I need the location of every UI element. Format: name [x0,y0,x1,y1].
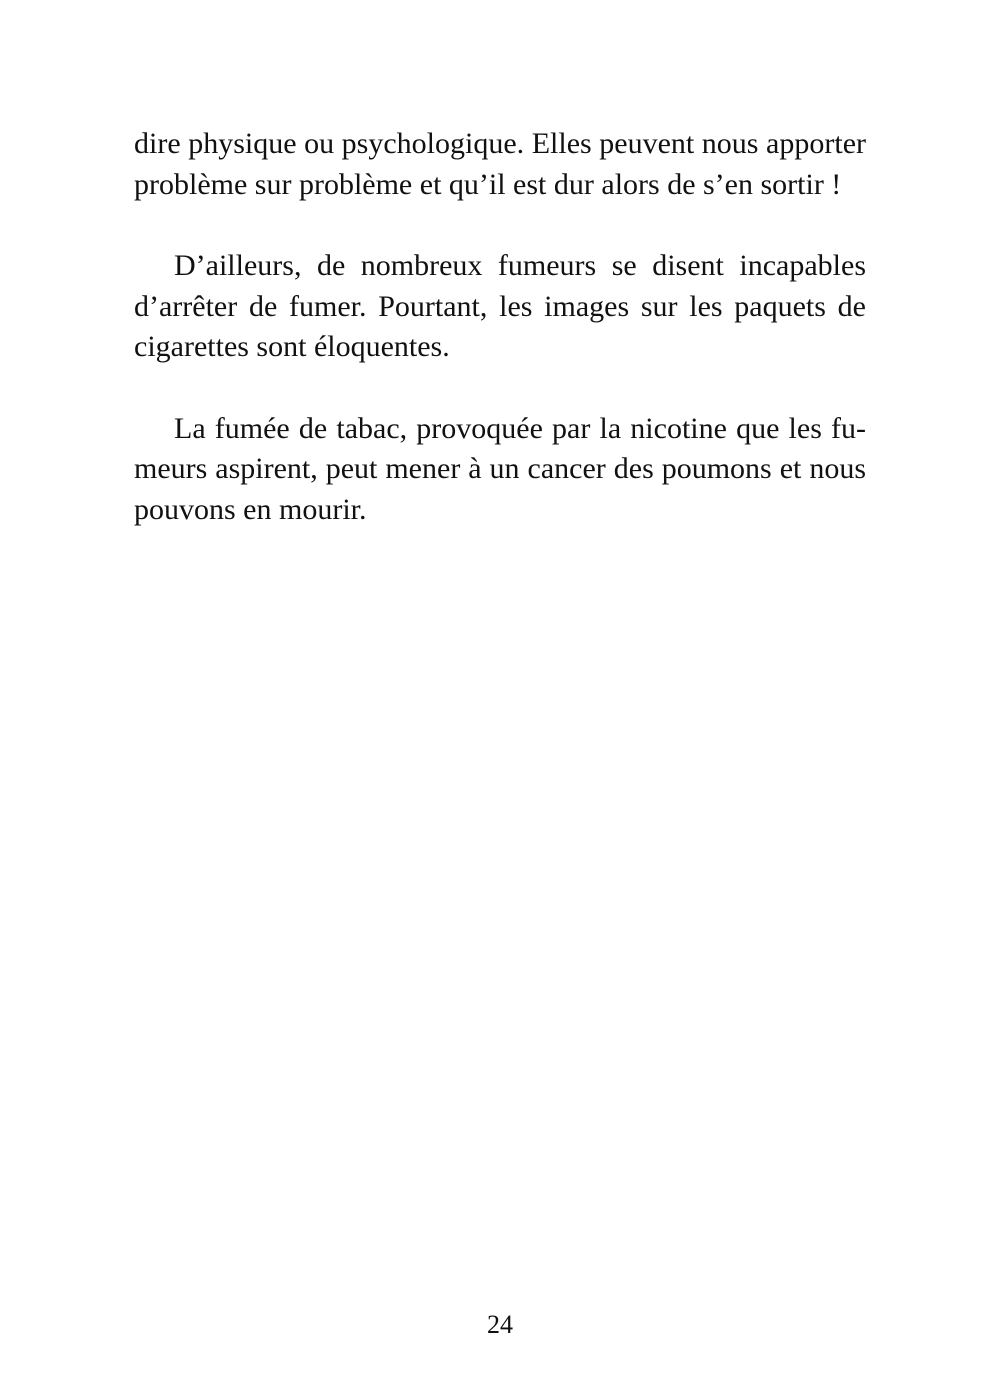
text-line: d’arrêter de fumer. Pourtant, les images sur les paquets de [134,289,866,323]
text-line: dire physique ou psychologique. Elles peuvent nous apporter [134,127,866,160]
text-line: problème sur problème et qu’il est dur alors de s’en sortir ! [134,167,842,201]
text-line: cigarettes sont éloquentes. [134,330,450,363]
text-line: meurs aspirent, peut mener à un cancer des poumons et nous [134,452,866,485]
text-line: La fumée de tabac, provoquée par la nicotine que les fu- [174,411,866,445]
page-number: 24 [487,1310,513,1339]
paragraph-3 [134,409,866,531]
paragraph-1 [134,124,866,205]
paragraph-2 [134,246,866,368]
body-text [134,124,866,530]
text-line: pouvons en mourir. [134,492,367,526]
text-line: D’ailleurs, de nombreux fumeurs se disent incapables [174,249,866,282]
